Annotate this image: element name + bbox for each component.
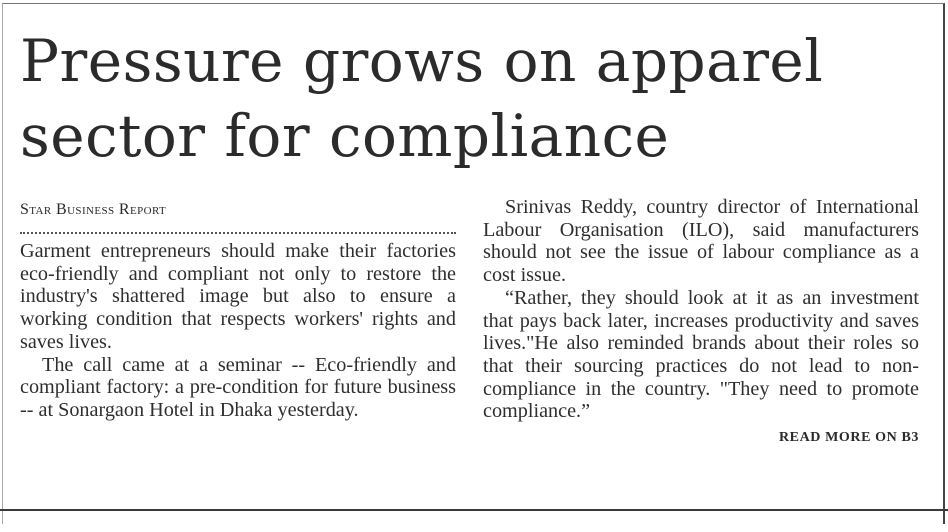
paragraph-seminar: The call came at a seminar -- Eco-friendly and compliant factory: a pre-condition for future business -- at Sonargaon Hotel in Dhaka yesterday. — [20, 353, 456, 421]
byline: Star Business Report — [20, 201, 167, 218]
paragraph-lead: Garment entrepreneurs should make their factories eco-friendly and compliant not only to restore the industry's shattered image but also to ensure a working condition that respects workers' rights and saves lives. — [20, 240, 456, 353]
dotted-divider — [20, 232, 456, 234]
paragraph-ilo: Srinivas Reddy, country director of International Labour Organisation (ILO), said manufacturers should not see the issue of labour compliance as a cost issue. — [483, 196, 919, 287]
headline: Pressure grows on apparel sector for compliance — [20, 27, 824, 170]
right-column — [483, 196, 919, 450]
paragraph-quote: “Rather, they should look at it as an investment that pays back later, increases productivity and saves lives."He also reminded brands about their roles so that their sourcing practices do not lead to non-compliance in the country. "They need to promote compliance.” — [483, 286, 919, 423]
bottom-rule — [0, 509, 948, 511]
read-more-link[interactable]: READ MORE ON B3 — [778, 430, 919, 446]
left-column — [20, 196, 456, 422]
